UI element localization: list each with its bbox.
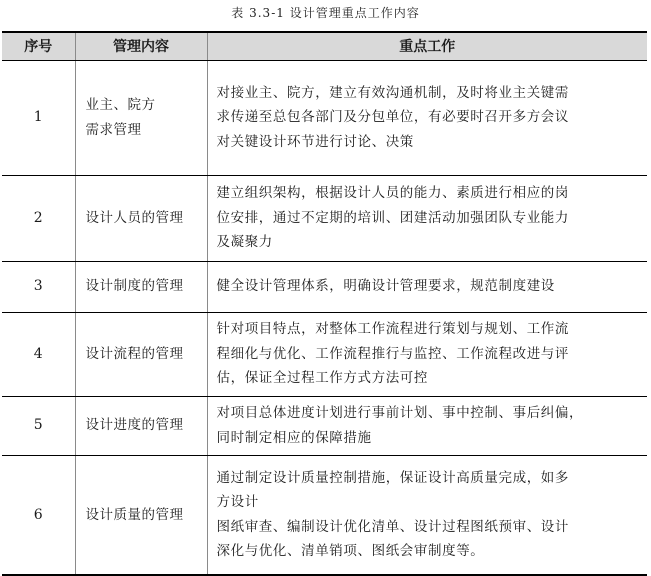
table-row <box>2 261 647 312</box>
row-number: 2 <box>2 175 75 261</box>
work-line: 对关键设计环节进行讨论、决策 <box>216 133 414 150</box>
row-work <box>207 312 647 396</box>
row-work <box>207 175 647 261</box>
row-content <box>75 175 207 261</box>
work-line: 及凝聚力 <box>216 234 273 251</box>
row-work <box>207 60 647 175</box>
row-work <box>207 261 647 312</box>
header-content: 管理内容 <box>75 32 207 60</box>
row-work <box>207 455 647 575</box>
header-work: 重点工作 <box>207 32 647 60</box>
work-line: 求传递至总包各部门及分包单位，有必要时召开多方会议 <box>216 109 569 126</box>
work-line: 健全设计管理体系，明确设计管理要求，规范制度建设 <box>216 278 555 295</box>
content-line: 设计流程的管理 <box>85 345 184 362</box>
row-number: 1 <box>2 60 75 175</box>
table-row <box>2 455 647 575</box>
work-line: 同时制定相应的保障措施 <box>216 429 372 446</box>
work-line: 对接业主、院方，建立有效沟通机制，及时将业主关键需 <box>216 84 569 101</box>
table-row <box>2 60 647 175</box>
content-line: 设计制度的管理 <box>85 278 184 295</box>
work-line: 位安排，通过不定期的培训、团建活动加强团队专业能力 <box>216 209 569 226</box>
table-header-row <box>2 32 647 60</box>
row-content <box>75 455 207 575</box>
header-num: 序号 <box>2 32 75 60</box>
work-line: 方设计 <box>216 494 259 511</box>
work-line: 对项目总体进度计划进行事前计划、事中控制、事后纠偏， <box>216 405 584 421</box>
row-content <box>75 396 207 455</box>
row-number: 3 <box>2 261 75 312</box>
row-content <box>75 312 207 396</box>
work-line: 深化与优化、清单销项、图纸会审制度等。 <box>216 543 485 560</box>
work-line: 通过制定设计质量控制措施，保证设计高质量完成，如多 <box>216 469 569 486</box>
row-number: 4 <box>2 312 75 396</box>
content-line: 设计人员的管理 <box>85 209 184 226</box>
work-line: 针对项目特点，对整体工作流程进行策划与规划、工作流 <box>216 321 569 338</box>
row-number: 6 <box>2 455 75 575</box>
content-line: 需求管理 <box>85 121 142 138</box>
management-table <box>2 31 647 576</box>
table-caption: 表 3.3-1 设计管理重点工作内容 <box>231 6 420 20</box>
row-work <box>207 396 647 455</box>
work-line: 程细化与优化、工作流程推行与监控、工作流程改进与评 <box>216 345 569 362</box>
work-line: 图纸审查、编制设计优化清单、设计过程图纸预审、设计 <box>216 518 569 535</box>
work-line: 建立组织架构，根据设计人员的能力、素质进行相应的岗 <box>216 185 569 202</box>
row-number: 5 <box>2 396 75 455</box>
row-content <box>75 261 207 312</box>
table-row <box>2 396 647 455</box>
row-content <box>75 60 207 175</box>
content-line: 设计进度的管理 <box>85 417 184 434</box>
table-row <box>2 312 647 396</box>
content-line: 业主、院方 <box>85 97 156 113</box>
work-line: 估，保证全过程工作方式方法可控 <box>216 370 428 387</box>
table-row <box>2 175 647 261</box>
content-line: 设计质量的管理 <box>85 506 184 523</box>
